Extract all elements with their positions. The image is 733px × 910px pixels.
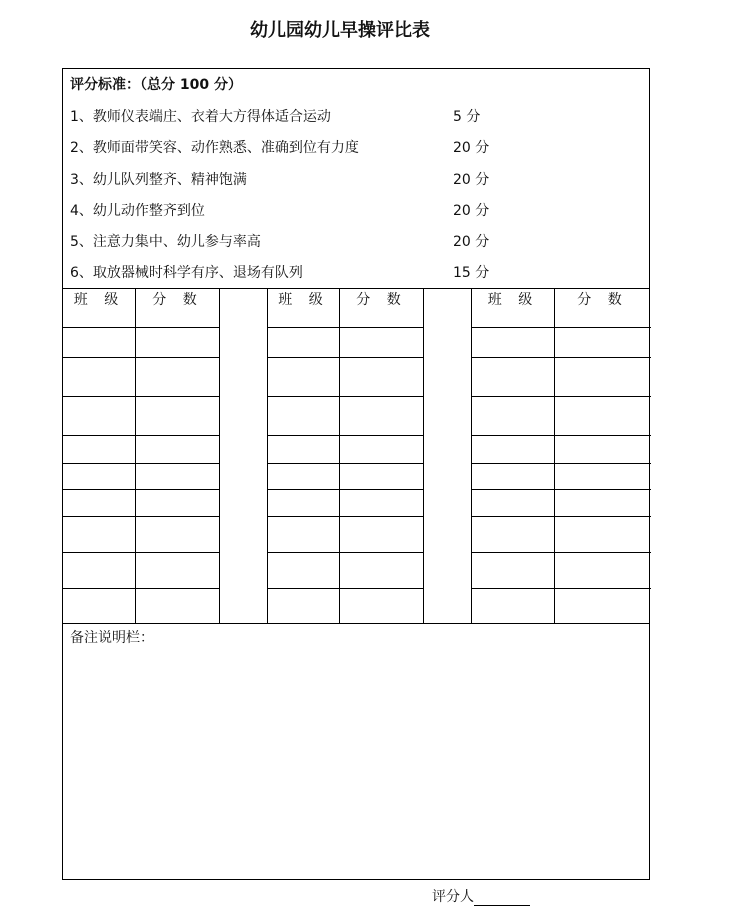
column-divider [471, 288, 472, 624]
score-column-header: 分 数 [356, 292, 407, 308]
notes-divider [63, 623, 649, 624]
table-row-line [267, 552, 424, 553]
criteria-text: 4、幼儿动作整齐到位 [70, 203, 205, 219]
table-row-line [267, 489, 424, 490]
notes-area[interactable] [63, 647, 649, 877]
column-divider [423, 288, 424, 624]
criteria-item [70, 200, 640, 220]
column-divider [267, 288, 268, 624]
notes-label: 备注说明栏： [70, 630, 154, 646]
table-row-line [471, 516, 651, 517]
criteria-score: 20 分 [453, 234, 490, 250]
scorer-signature [432, 886, 530, 906]
score-column-header: 分 数 [577, 292, 628, 308]
column-divider [554, 288, 555, 624]
criteria-item [70, 262, 640, 282]
table-row-line [471, 357, 651, 358]
evaluation-form [62, 68, 650, 880]
table-row-line [267, 588, 424, 589]
table-row-line [471, 588, 651, 589]
table-row-line [471, 489, 651, 490]
criteria-item [70, 106, 640, 126]
table-row-line [267, 516, 424, 517]
table-row-line [471, 463, 651, 464]
table-row-line [63, 396, 220, 397]
scoring-criteria [63, 69, 649, 288]
score-column-header: 分 数 [152, 292, 203, 308]
criteria-item [70, 169, 640, 189]
criteria-item [70, 231, 640, 251]
table-row-line [63, 552, 220, 553]
table-row-line [267, 327, 424, 328]
table-row-line [63, 588, 220, 589]
table-row-line [63, 516, 220, 517]
table-row-line [63, 489, 220, 490]
table-row-line [267, 435, 424, 436]
column-divider [135, 288, 136, 624]
table-row-line [471, 552, 651, 553]
criteria-score: 20 分 [453, 203, 490, 219]
criteria-heading: 评分标准：（总分 100 分） [70, 77, 242, 93]
scorer-signature-line[interactable] [474, 891, 530, 906]
table-row-line [63, 435, 220, 436]
criteria-score: 20 分 [453, 140, 490, 156]
criteria-text: 5、注意力集中、幼儿参与率高 [70, 234, 261, 250]
criteria-item [70, 137, 640, 157]
criteria-text: 6、取放器械时科学有序、退场有队列 [70, 265, 303, 281]
table-row-line [267, 396, 424, 397]
criteria-score: 15 分 [453, 265, 490, 281]
table-row-line [63, 357, 220, 358]
table-row-line [267, 357, 424, 358]
class-column-header: 班 级 [487, 292, 539, 308]
column-divider [339, 288, 340, 624]
criteria-text: 2、教师面带笑容、动作熟悉、准确到位有力度 [70, 140, 359, 156]
class-column-header: 班 级 [73, 292, 125, 308]
table-row-line [471, 435, 651, 436]
table-row-line [471, 327, 651, 328]
page-title: 幼儿园幼儿早操评比表 [250, 20, 430, 41]
column-divider [219, 288, 220, 624]
table-row-line [63, 463, 220, 464]
criteria-score: 20 分 [453, 172, 490, 188]
scorer-label: 评分人 [432, 889, 474, 905]
table-row-line [63, 327, 220, 328]
criteria-score: 5 分 [453, 109, 481, 125]
class-column-header: 班 级 [278, 292, 329, 308]
criteria-text: 1、教师仪表端庄、衣着大方得体适合运动 [70, 109, 331, 125]
table-row-line [471, 396, 651, 397]
table-row-line [267, 463, 424, 464]
criteria-text: 3、幼儿队列整齐、精神饱满 [70, 172, 247, 188]
